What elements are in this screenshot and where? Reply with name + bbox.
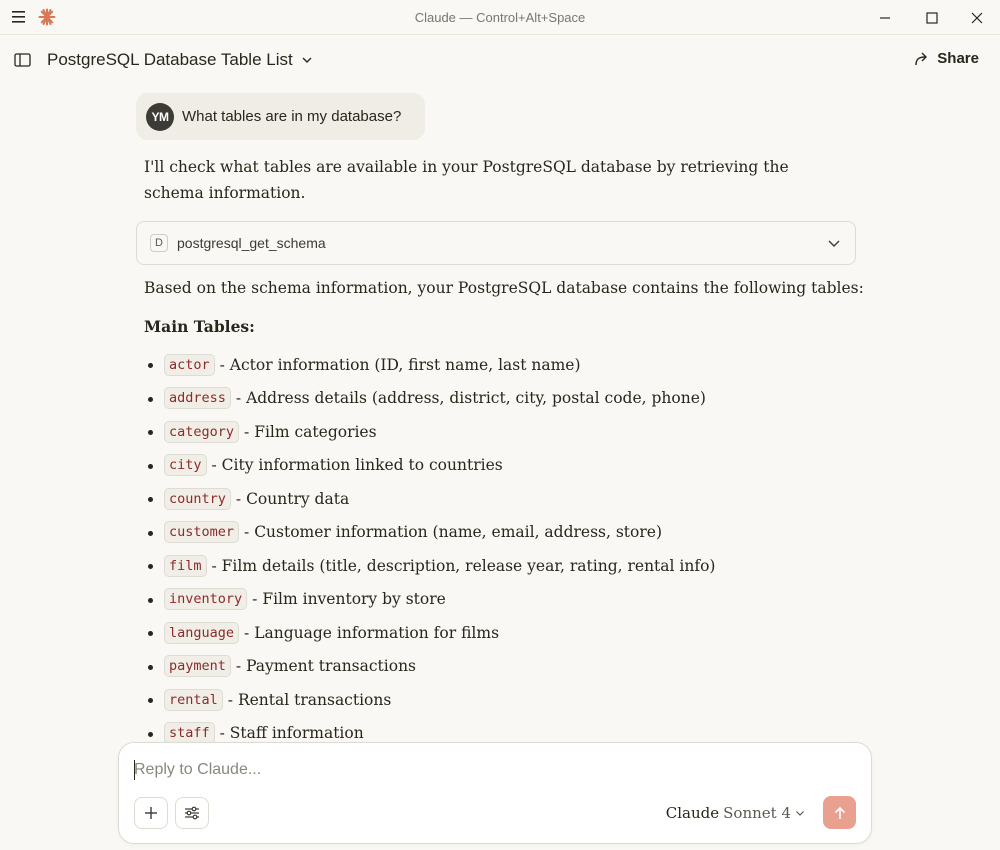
bullet bbox=[148, 732, 153, 737]
table-description: - Country data bbox=[235, 489, 350, 508]
list-item bbox=[144, 516, 715, 550]
list-item bbox=[144, 449, 715, 483]
bullet bbox=[148, 363, 153, 368]
table-name: actor bbox=[164, 354, 215, 376]
composer bbox=[118, 742, 872, 844]
close-window-button[interactable] bbox=[954, 0, 1000, 35]
bullet bbox=[148, 464, 153, 469]
table-description: - City information linked to countries bbox=[211, 456, 503, 475]
close-icon bbox=[971, 12, 983, 24]
share-arrow-icon bbox=[914, 51, 930, 67]
send-button[interactable] bbox=[823, 796, 856, 829]
conversation bbox=[0, 84, 1000, 744]
model-selector[interactable] bbox=[666, 804, 805, 822]
table-description: - Language information for films bbox=[244, 623, 500, 642]
list-item bbox=[144, 583, 715, 617]
section-heading: Main Tables: bbox=[144, 317, 255, 336]
table-description: - Payment transactions bbox=[235, 657, 417, 676]
table-description: - Film categories bbox=[244, 422, 377, 441]
add-attachment-button[interactable] bbox=[134, 797, 168, 829]
table-name: country bbox=[164, 488, 231, 510]
tool-badge: D bbox=[150, 234, 168, 252]
bullet bbox=[148, 631, 153, 636]
user-message bbox=[136, 93, 425, 140]
table-description: - Film details (title, description, release year, rating, rental info) bbox=[211, 556, 716, 575]
bullet bbox=[148, 665, 153, 670]
share-button[interactable] bbox=[914, 50, 979, 67]
bullet bbox=[148, 397, 153, 402]
list-item bbox=[144, 348, 715, 382]
list-item bbox=[144, 482, 715, 516]
tool-call-card[interactable] bbox=[136, 221, 856, 265]
list-item bbox=[144, 650, 715, 684]
bullet bbox=[148, 430, 153, 435]
avatar: YM bbox=[146, 103, 174, 131]
chevron-down-icon bbox=[795, 808, 805, 818]
chevron-down-icon bbox=[301, 54, 313, 66]
bullet bbox=[148, 598, 153, 603]
assistant-intro bbox=[144, 154, 824, 206]
chevron-down-icon bbox=[827, 236, 841, 250]
maximize-button[interactable] bbox=[909, 0, 955, 35]
table-name: category bbox=[164, 421, 239, 443]
table-description: - Rental transactions bbox=[227, 690, 392, 709]
table-name: staff bbox=[164, 722, 215, 744]
text-caret bbox=[134, 760, 135, 780]
table-name: customer bbox=[164, 521, 239, 543]
chat-title: PostgreSQL Database Table List bbox=[47, 50, 293, 69]
table-name: city bbox=[164, 454, 207, 476]
chat-header bbox=[0, 36, 1000, 84]
table-description: - Staff information bbox=[219, 724, 364, 743]
hamburger-menu-icon[interactable] bbox=[11, 10, 27, 24]
assistant-summary: Based on the schema information, your PostgreSQL database contains the following tables: bbox=[144, 279, 864, 297]
table-description: - Film inventory by store bbox=[252, 590, 446, 609]
sliders-icon bbox=[184, 806, 200, 820]
bullet bbox=[148, 564, 153, 569]
assistant-intro-text: I'll check what tables are available in your PostgreSQL database by retrieving the schema information. bbox=[144, 158, 789, 202]
table-name: payment bbox=[164, 655, 231, 677]
plus-icon bbox=[144, 806, 158, 820]
list-item bbox=[144, 549, 715, 583]
arrow-up-icon bbox=[833, 806, 847, 820]
table-description: - Address details (address, district, city, postal code, phone) bbox=[235, 389, 706, 408]
tools-settings-button[interactable] bbox=[175, 797, 209, 829]
share-label: Share bbox=[937, 50, 979, 67]
list-item bbox=[144, 616, 715, 650]
table-name: rental bbox=[164, 689, 223, 711]
table-description: - Customer information (name, email, address, store) bbox=[244, 523, 662, 542]
list-item bbox=[144, 415, 715, 449]
maximize-icon bbox=[926, 12, 938, 24]
model-version: Sonnet 4 bbox=[723, 804, 791, 822]
title-bar bbox=[0, 0, 1000, 35]
table-name: inventory bbox=[164, 588, 247, 610]
table-list bbox=[144, 348, 715, 744]
bullet bbox=[148, 531, 153, 536]
bullet bbox=[148, 698, 153, 703]
tool-name: postgresql_get_schema bbox=[177, 235, 326, 251]
window-title: Claude — Control+Alt+Space bbox=[414, 10, 586, 25]
table-name: film bbox=[164, 555, 207, 577]
model-name: Claude bbox=[665, 804, 720, 822]
list-item bbox=[144, 382, 715, 416]
minimize-icon bbox=[879, 12, 891, 24]
bullet bbox=[148, 497, 153, 502]
reply-input[interactable] bbox=[134, 759, 834, 781]
claude-logo-icon bbox=[38, 8, 56, 26]
chat-title-dropdown[interactable] bbox=[47, 50, 313, 70]
list-item bbox=[144, 717, 715, 745]
table-name: address bbox=[164, 387, 231, 409]
minimize-button[interactable] bbox=[862, 0, 908, 35]
user-message-text: What tables are in my database? bbox=[182, 108, 402, 125]
table-description: - Actor information (ID, first name, last name) bbox=[219, 355, 581, 374]
table-name: language bbox=[164, 622, 239, 644]
sidebar-toggle-icon[interactable] bbox=[14, 52, 32, 68]
list-item bbox=[144, 683, 715, 717]
